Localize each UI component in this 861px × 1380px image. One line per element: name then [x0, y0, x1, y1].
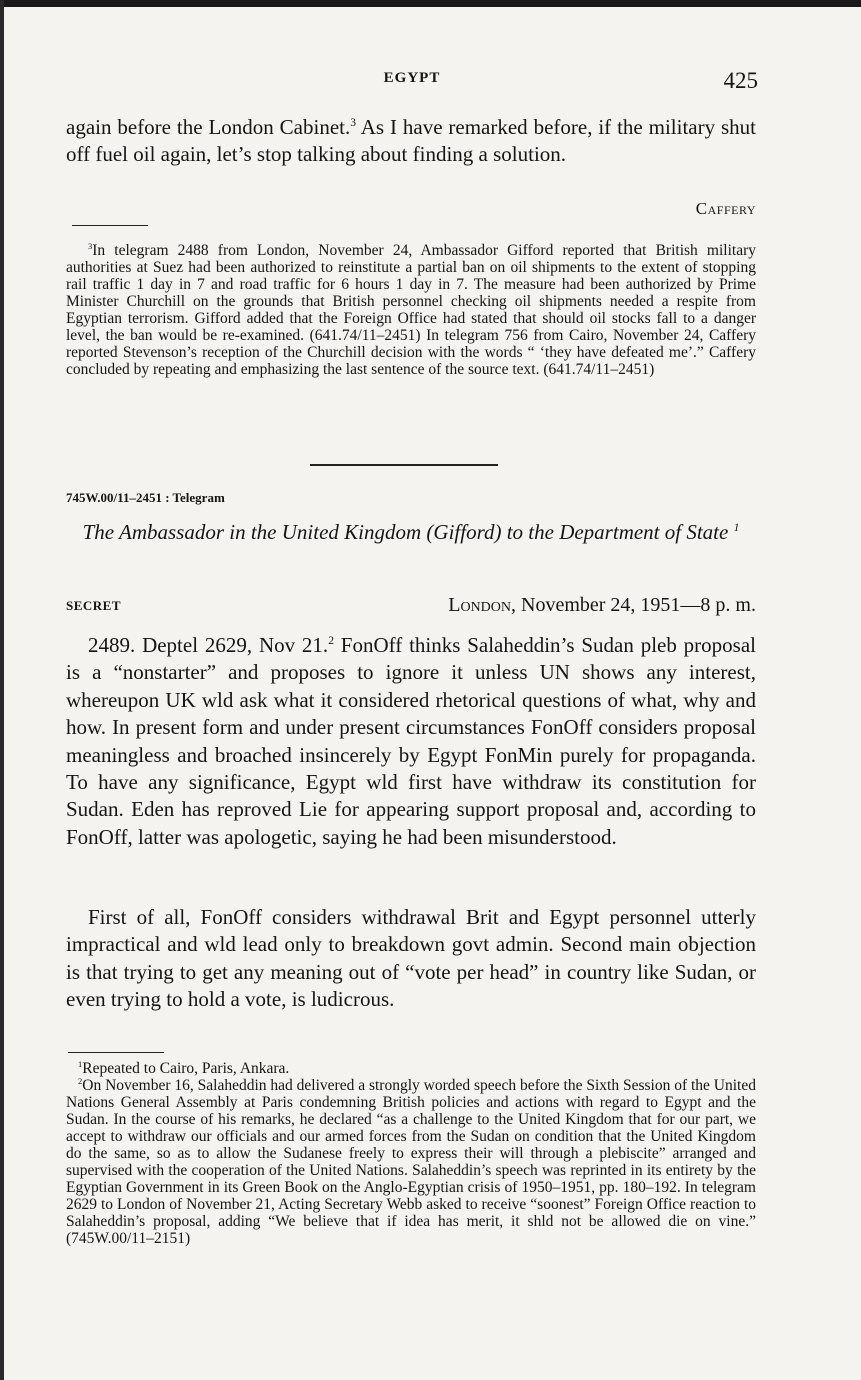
footnote-3-mark: 3: [88, 241, 93, 252]
body-paragraph-1: [66, 632, 756, 851]
signature: Caffery: [695, 199, 756, 218]
dateline: [66, 594, 756, 622]
date: , November 24, 1951—8 p. m.: [511, 594, 756, 616]
footnote-1-reference: 1: [733, 521, 740, 534]
body-paragraph-2: First of all, FonOff considers withdrawal Brit and Egypt personnel utterly impractical and wld lead only to breakdown govt admin. Second main objection is that trying to get any meaning out of “vote per head” in country like Sudan, or even trying to hold a vote, is ludicrous.: [66, 905, 756, 1012]
paragraph-1-body: FonOff thinks Salaheddin’s Sudan pleb proposal is a “nonstarter” and proposes to ignore it unless UN shows any interest, whereupon UK wld ask what it considered rhetorical questions of what, why and how. In present form and under present circumstances FonOff considers proposal meaningless and broached insincerely by Egypt FonMin purely for propaganda. To have any significance, Egypt wld first have withdraw its constitution for Sudan. Eden has reproved Lie for appearing support proposal and, according to FonOff, latter was apologetic, saying he had been misunderstood.: [66, 633, 756, 849]
footnote-rule-2: [68, 1052, 164, 1053]
running-head: [66, 68, 758, 98]
footnote-rule: [72, 225, 148, 226]
footnote-1-mark: 1: [78, 1059, 83, 1070]
footnote-3: [66, 242, 756, 378]
page-number: 425: [723, 68, 758, 93]
footnote-2-text: On November 16, Salaheddin had delivered a strongly worded speech before the Sixth Session of the United Nations General Assembly at Paris condemning British policies and actions with regard to Egypt and the Sudan. In the course of his remarks, he declared “as a challenge to the United Kingdom that for our part, we accept to withdraw our officials and our armed forces from the Sudan on condition that the United Kingdom do the same, so as to allow the Sudanese freely to express their will through a plebiscite” arranged and supervised with the cooperation of the United Nations. Salaheddin’s speech was reprinted in its entirety by the Egyptian Government in its Green Book on the Anglo-Egyptian crisis of 1950–1951, pp. 180–192. In telegram 2629 to London of November 21, Acting Secretary Webb asked to receive “soonest” Foreign Office reaction to Salaheddin’s proposal, adding “We believe that if idea has merit, it shld not be allowed die on vine.” (745W.00/11–2151): [66, 1077, 756, 1247]
footnote-2-mark: 2: [78, 1076, 83, 1087]
place: London: [448, 594, 512, 616]
scan-left-edge: [0, 0, 4, 1380]
paragraph-1-lead: 2489. Deptel 2629, Nov 21.: [88, 633, 329, 657]
continued-text-part1: again before the London Cabinet.: [66, 115, 351, 139]
scan-top-edge: [0, 0, 861, 7]
classification-label: SECRET: [66, 598, 122, 613]
footnote-1: [66, 1060, 756, 1077]
footnote-3-reference: 3: [350, 116, 357, 129]
section-divider: [310, 464, 498, 466]
document-title: [66, 519, 756, 545]
section-title: EGYPT: [383, 70, 441, 86]
footnote-3-text: In telegram 2488 from London, November 24, Ambassador Gifford reported that British military authorities at Suez had been authorized to reinstitute a partial ban on oil shipments to the extent of stopping rail traffic 1 day in 7 and road traffic for 6 hours 1 day in 7. The measure had been authorized by Prime Minister Churchill on the grounds that British personnel checking oil shipments needed a respite from Egyptian terrorism. Gifford added that the Foreign Office had stated that should oil stocks fall to a danger level, the ban would be re-examined. (641.74/11–2451) In telegram 756 from Cairo, November 24, Caffery reported Stevenson’s reception of the Churchill decision with the words “ ‘they have defeated me’.” Caffery concluded by repeating and emphasizing the last sentence of the source text. (641.74/11–2451): [66, 242, 756, 378]
footnote-2-reference: 2: [328, 634, 334, 647]
footnote-1-text: Repeated to Cairo, Paris, Ankara.: [82, 1060, 290, 1077]
document-title-text: The Ambassador in the United Kingdom (Gifford) to the Department of State: [82, 520, 729, 544]
place-date: [448, 594, 756, 617]
file-reference: 745W.00/11–2451 : Telegram: [66, 490, 225, 505]
continued-text-part2: As I have remarked before, if the military shut off fuel oil again, let’s stop talking about finding a solution.: [66, 115, 757, 166]
continued-paragraph: [66, 114, 756, 168]
footnote-2: [66, 1077, 756, 1247]
